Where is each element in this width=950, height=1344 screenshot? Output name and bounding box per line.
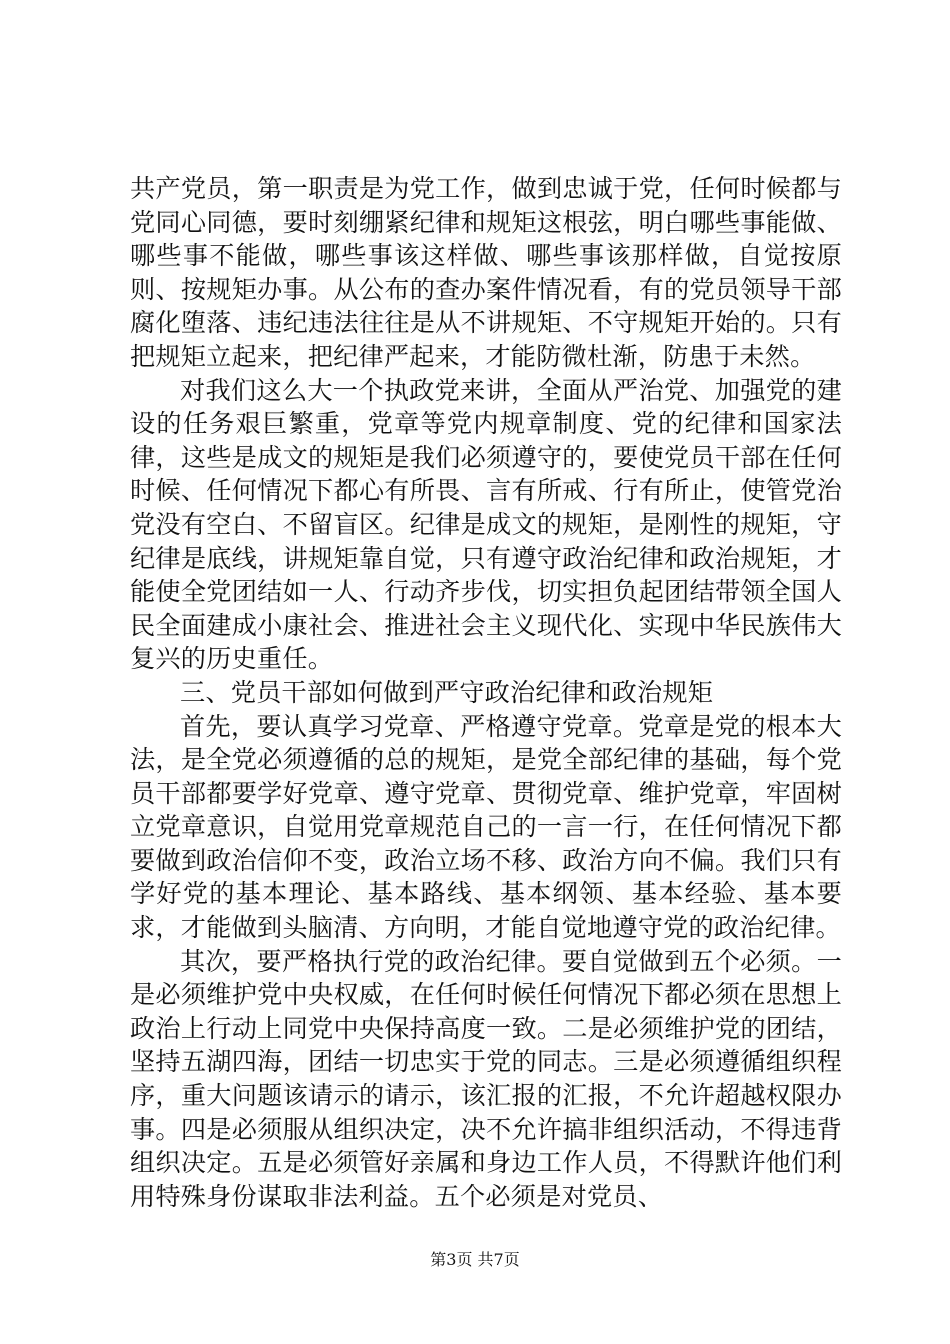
- document-body: [130, 172, 842, 1213]
- page-footer: 第3页 共7页: [430, 1250, 520, 1269]
- paragraph-party-discipline: 对我们这么大一个执政党来讲，全面从严治党、加强党的建设的任务艰巨繁重，党章等党内规章制度、党的纪律和国家法律，这些是成文的规矩是我们必须遵守的，要使党员干部在任何时候、任何情况下都心有所畏、言有所戒、行有所止，使管党治党没有空白、不留盲区。纪律是成文的规矩，是刚性的规矩，守纪律是底线，讲规矩靠自觉，只有遵守政治纪律和政治规矩，才能使全党团结如一人、行动齐步伐，切实担负起团结带领全国人民全面建成小康社会、推进社会主义现代化、实现中华民族伟大复兴的历史重任。: [130, 375, 842, 674]
- paragraph-continuation: 共产党员，第一职责是为党工作，做到忠诚于党，任何时候都与党同心同德，要时刻绷紧纪律和规矩这根弦，明白哪些事能做、哪些事不能做，哪些事该这样做、哪些事该那样做，自觉按原则、按规矩办事。从公布的查办案件情况看，有的党员领导干部腐化堕落、违纪违法往往是从不讲规矩、不守规矩开始的。只有把规矩立起来，把纪律严起来，才能防微杜渐，防患于未然。: [130, 174, 842, 371]
- paragraph-second-point: 其次，要严格执行党的政治纪律。要自觉做到五个必须。一是必须维护党中央权威，在任何时候任何情况下都必须在思想上政治上行动上同党中央保持高度一致。二是必须维护党的团结，坚持五湖四海，团结一切忠实于党的同志。三是必须遵循组织程序，重大问题该请示的请示，该汇报的汇报，不允许超越权限办事。四是必须服从组织决定，决不允许搞非组织活动，不得违背组织决定。五是必须管好亲属和身边工作人员，不得默许他们利用特殊身份谋取非法利益。五个必须是对党员、: [130, 946, 842, 1211]
- paragraph-first-point: 首先，要认真学习党章、严格遵守党章。党章是党的根本大法，是全党必须遵循的总的规矩，是党全部纪律的基础，每个党员干部都要学好党章、遵守党章、贯彻党章、维护党章，牢固树立党章意识，自觉用党章规范自己的一言一行，在任何情况下都要做到政治信仰不变，政治立场不移、政治方向不偏。我们只有学好党的基本理论、基本路线、基本纲领、基本经验、基本要求，才能做到头脑清、方向明，才能自觉地遵守党的政治纪律。: [130, 711, 842, 943]
- section-heading: 三、党员干部如何做到严守政治纪律和政治规矩: [180, 677, 714, 707]
